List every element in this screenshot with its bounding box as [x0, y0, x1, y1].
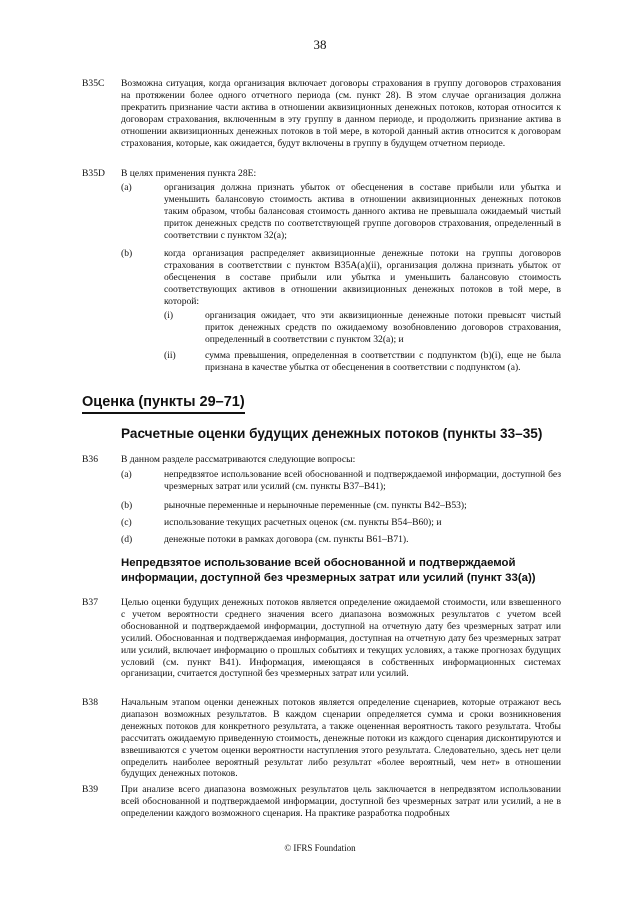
b36-list-label-d: (d) [121, 534, 133, 545]
b36-list-label-a: (a) [121, 469, 132, 480]
b36-list-item-c: использование текущих расчетных оценок (см. пункты B54–B60); и [164, 517, 442, 528]
paragraph-label-b37: B37 [82, 597, 98, 608]
paragraph-label-b39: B39 [82, 784, 98, 795]
section-heading-underline [82, 412, 245, 414]
paragraph-b35d-intro: В целях применения пункта 28E: [121, 168, 257, 179]
section-heading-measurement: Оценка (пункты 29–71) [82, 394, 245, 410]
paragraph-b37: Целью оценки будущих денежных потоков является определение ожидаемой стоимости, или взвешенного с учетом вероятности среднего значения всего диапазона возможных результатов с учетом всей обоснованной и подтверждаемой информации, доступной на отчетную дату без чрезмерных затрат или усилий. Обоснованная и подтверждаемая информация, доступная на отчетную дату без чрезмерных затрат или усилий, включает информацию о прошлых событиях и текущих условиях, а также прогнозах будущих условий (см. пункт B41). Информация, имеющаяся в собственных информационных системах организации, считается доступной без чрезмерных затрат или усилий. [121, 597, 561, 680]
b36-list-item-b: рыночные переменные и нерыночные переменные (см. пункты B42–B53); [164, 500, 467, 511]
paragraph-label-b35c: B35C [82, 78, 105, 89]
paragraph-label-b36: B36 [82, 454, 98, 465]
page-number: 38 [313, 37, 327, 52]
list-label-a: (a) [121, 182, 132, 193]
paragraph-b35c: Возможна ситуация, когда организация включает договоры страхования в группу договоров страхования на протяжении более одного отчетного периода (см. пункт 28). В этом случае организация должна прекратить признание части актива в отношении аквизиционных денежных потоков, которая относится к договорам страхования, включенным в эту группу в данном периоде, и продолжить признание актива в отношении аквизиционных денежных потоков в той мере, в которой данный актив относится к договорам страхования, которые, как ожидается, будут включены в группу в будущем отчетном периоде. [121, 78, 561, 149]
subsection-heading-unbiased: Непредвзятое использование всей обоснованной и подтверждаемой информации, доступной без чрезмерных затрат или усилий (пункт 33(a)) [121, 557, 536, 584]
paragraph-label-b38: B38 [82, 697, 98, 708]
sublist-label-ii: (ii) [164, 350, 176, 361]
b36-list-item-d: денежные потоки в рамках договора (см. пункты B61–B71). [164, 534, 409, 545]
list-item-a: организация должна признать убыток от обесценения в составе прибыли или убытка и уменьшить балансовую стоимость актива в отношении аквизиционных денежных потоков таким образом, чтобы балансовая стоимость данного актива не превышала ожидаемый чистый приток денежных средств по соответствующей группе договоров страхования, определенный в соответствии с пунктом 32(a); [164, 182, 561, 241]
paragraph-label-b35d: B35D [82, 168, 105, 179]
list-label-b: (b) [121, 248, 133, 259]
subsection-heading-estimates: Расчетные оценки будущих денежных потоков (пункты 33–35) [121, 426, 543, 441]
sublist-label-i: (i) [164, 310, 174, 321]
b36-list-item-a: непредвзятое использование всей обоснованной и подтверждаемой информации, доступной без чрезмерных затрат или усилий (см. пункты B37–B41); [164, 469, 561, 492]
footer-copyright: © IFRS Foundation [284, 843, 356, 853]
sublist-item-i: организация ожидает, что эти аквизиционные денежные потоки превысят чистый приток денежных средств по ожидаемому возобновлению договоров страхования, определенный в соответствии с пунктом 32(a); и [205, 310, 561, 345]
b36-list-label-b: (b) [121, 500, 133, 511]
sublist-item-ii: сумма превышения, определенная в соответствии с подпунктом (b)(i), еще не была признана в качестве убытка от обесценения в соответствии с подпунктом (a). [205, 350, 561, 373]
paragraph-b36-intro: В данном разделе рассматриваются следующие вопросы: [121, 454, 356, 465]
b36-list-label-c: (c) [121, 517, 132, 528]
paragraph-b39: При анализе всего диапазона возможных результатов цель заключается в непредвзятом использовании всей обоснованной и подтверждаемой информации, доступной без чрезмерных затрат или усилий, а не в определении каждого возможного сценария. На практике разработка подробных [121, 784, 561, 819]
paragraph-b38: Начальным этапом оценки денежных потоков является определение сценариев, которые отражают весь диапазон возможных результатов. В каждом сценарии определяется сумма и сроки возникновения денежных потоков для конкретного результата, а также оцененная вероятность такого результата. Чтобы рассчитать ожидаемую приведенную стоимость, денежные потоки из каждого сценария дисконтируются и взвешиваются с учетом оценки вероятности наступления этого результата. Следовательно, здесь нет цели определить наиболее вероятный результат либо результат «более вероятный, чем нет» в отношении будущих денежных потоков. [121, 697, 561, 780]
list-item-b: когда организация распределяет аквизиционные денежные потоки на группы договоров страхования в соответствии с пунктом B35A(a)(ii), организация должна признать убыток от обесценения в составе прибыли или убытка и уменьшить балансовую стоимость соответствующих активов в отношении аквизиционных денежных потоков в той мере, в которой: [164, 248, 561, 307]
